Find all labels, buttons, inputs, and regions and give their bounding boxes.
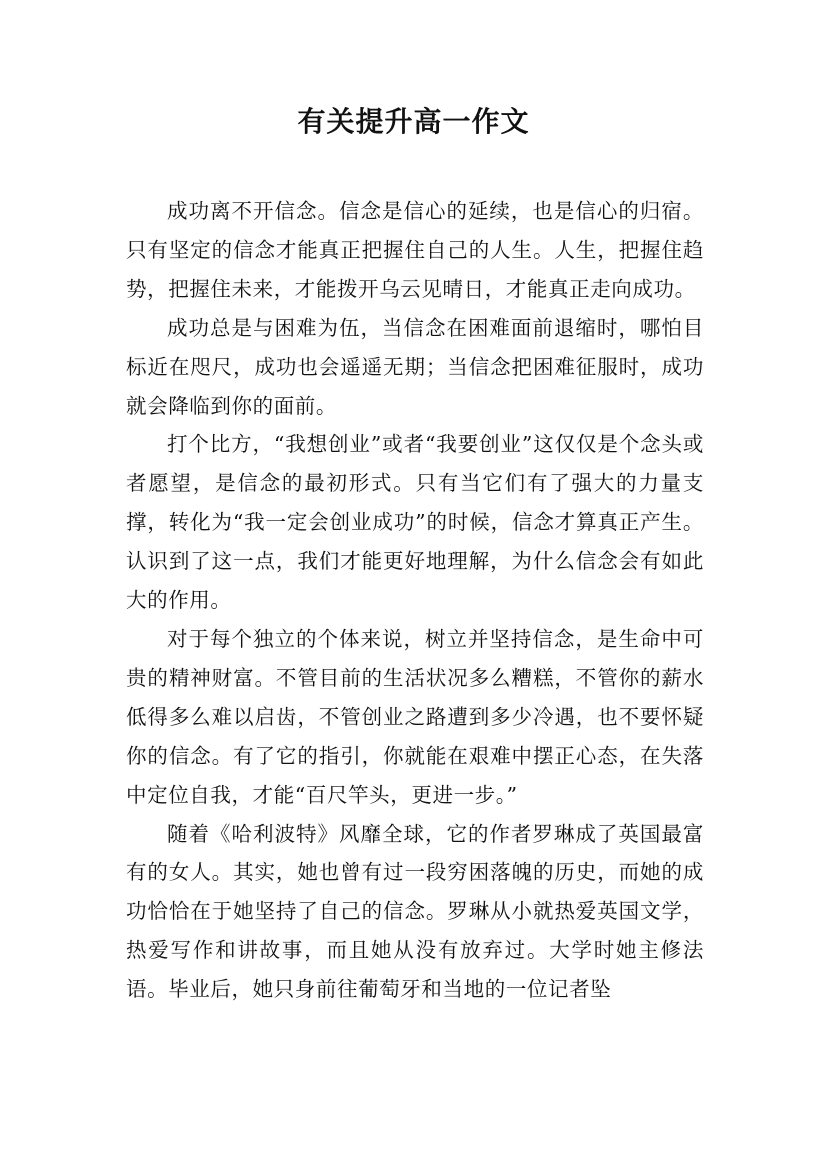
document-title: 有关提升高一作文 (297, 105, 530, 138)
paragraph: 对于每个独立的个体来说，树立并坚持信念，是生命中可贵的精神财富。不管目前的生活状况多么糟糕，不管你的薪水低得多么难以启齿，不管创业之路遭到多少冷遇，也不要怀疑你的信念。有了它的指引，你就能在艰难中摆正心态，在失落中定位自我，才能“百尺竿头，更进一步。” (126, 626, 704, 807)
paragraph: 打个比方，“我想创业”或者“我要创业”这仅仅是个念头或者愿望，是信念的最初形式。只有当它们有了强大的力量支撑，转化为“我一定会创业成功”的时候，信念才算真正产生。认识到了这一点，我们才能更好地理解，为什么信念会有如此大的作用。 (126, 432, 704, 613)
paragraph: 成功离不开信念。信念是信心的延续，也是信心的归宿。只有坚定的信念才能真正把握住自己的人生。人生，把握住趋势，把握住未来，才能拨开乌云见晴日，才能真正走向成功。 (126, 199, 704, 301)
document-body (126, 192, 704, 1009)
paragraph: 成功总是与困难为伍，当信念在困难面前退缩时，哪怕目标近在咫尺，成功也会遥遥无期；当信念把困难征服时，成功就会降临到你的面前。 (126, 315, 704, 418)
paragraph: 随着《哈利波特》风靡全球，它的作者罗琳成了英国最富有的女人。其实，她也曾有过一段穷困落魄的历史，而她的成功恰恰在于她坚持了自己的信念。罗琳从小就热爱英国文学，热爱写作和讲故事，而且她从没有放弃过。大学时她主修法语。毕业后，她只身前往葡萄牙和当地的一位记者坠 (126, 821, 704, 1002)
